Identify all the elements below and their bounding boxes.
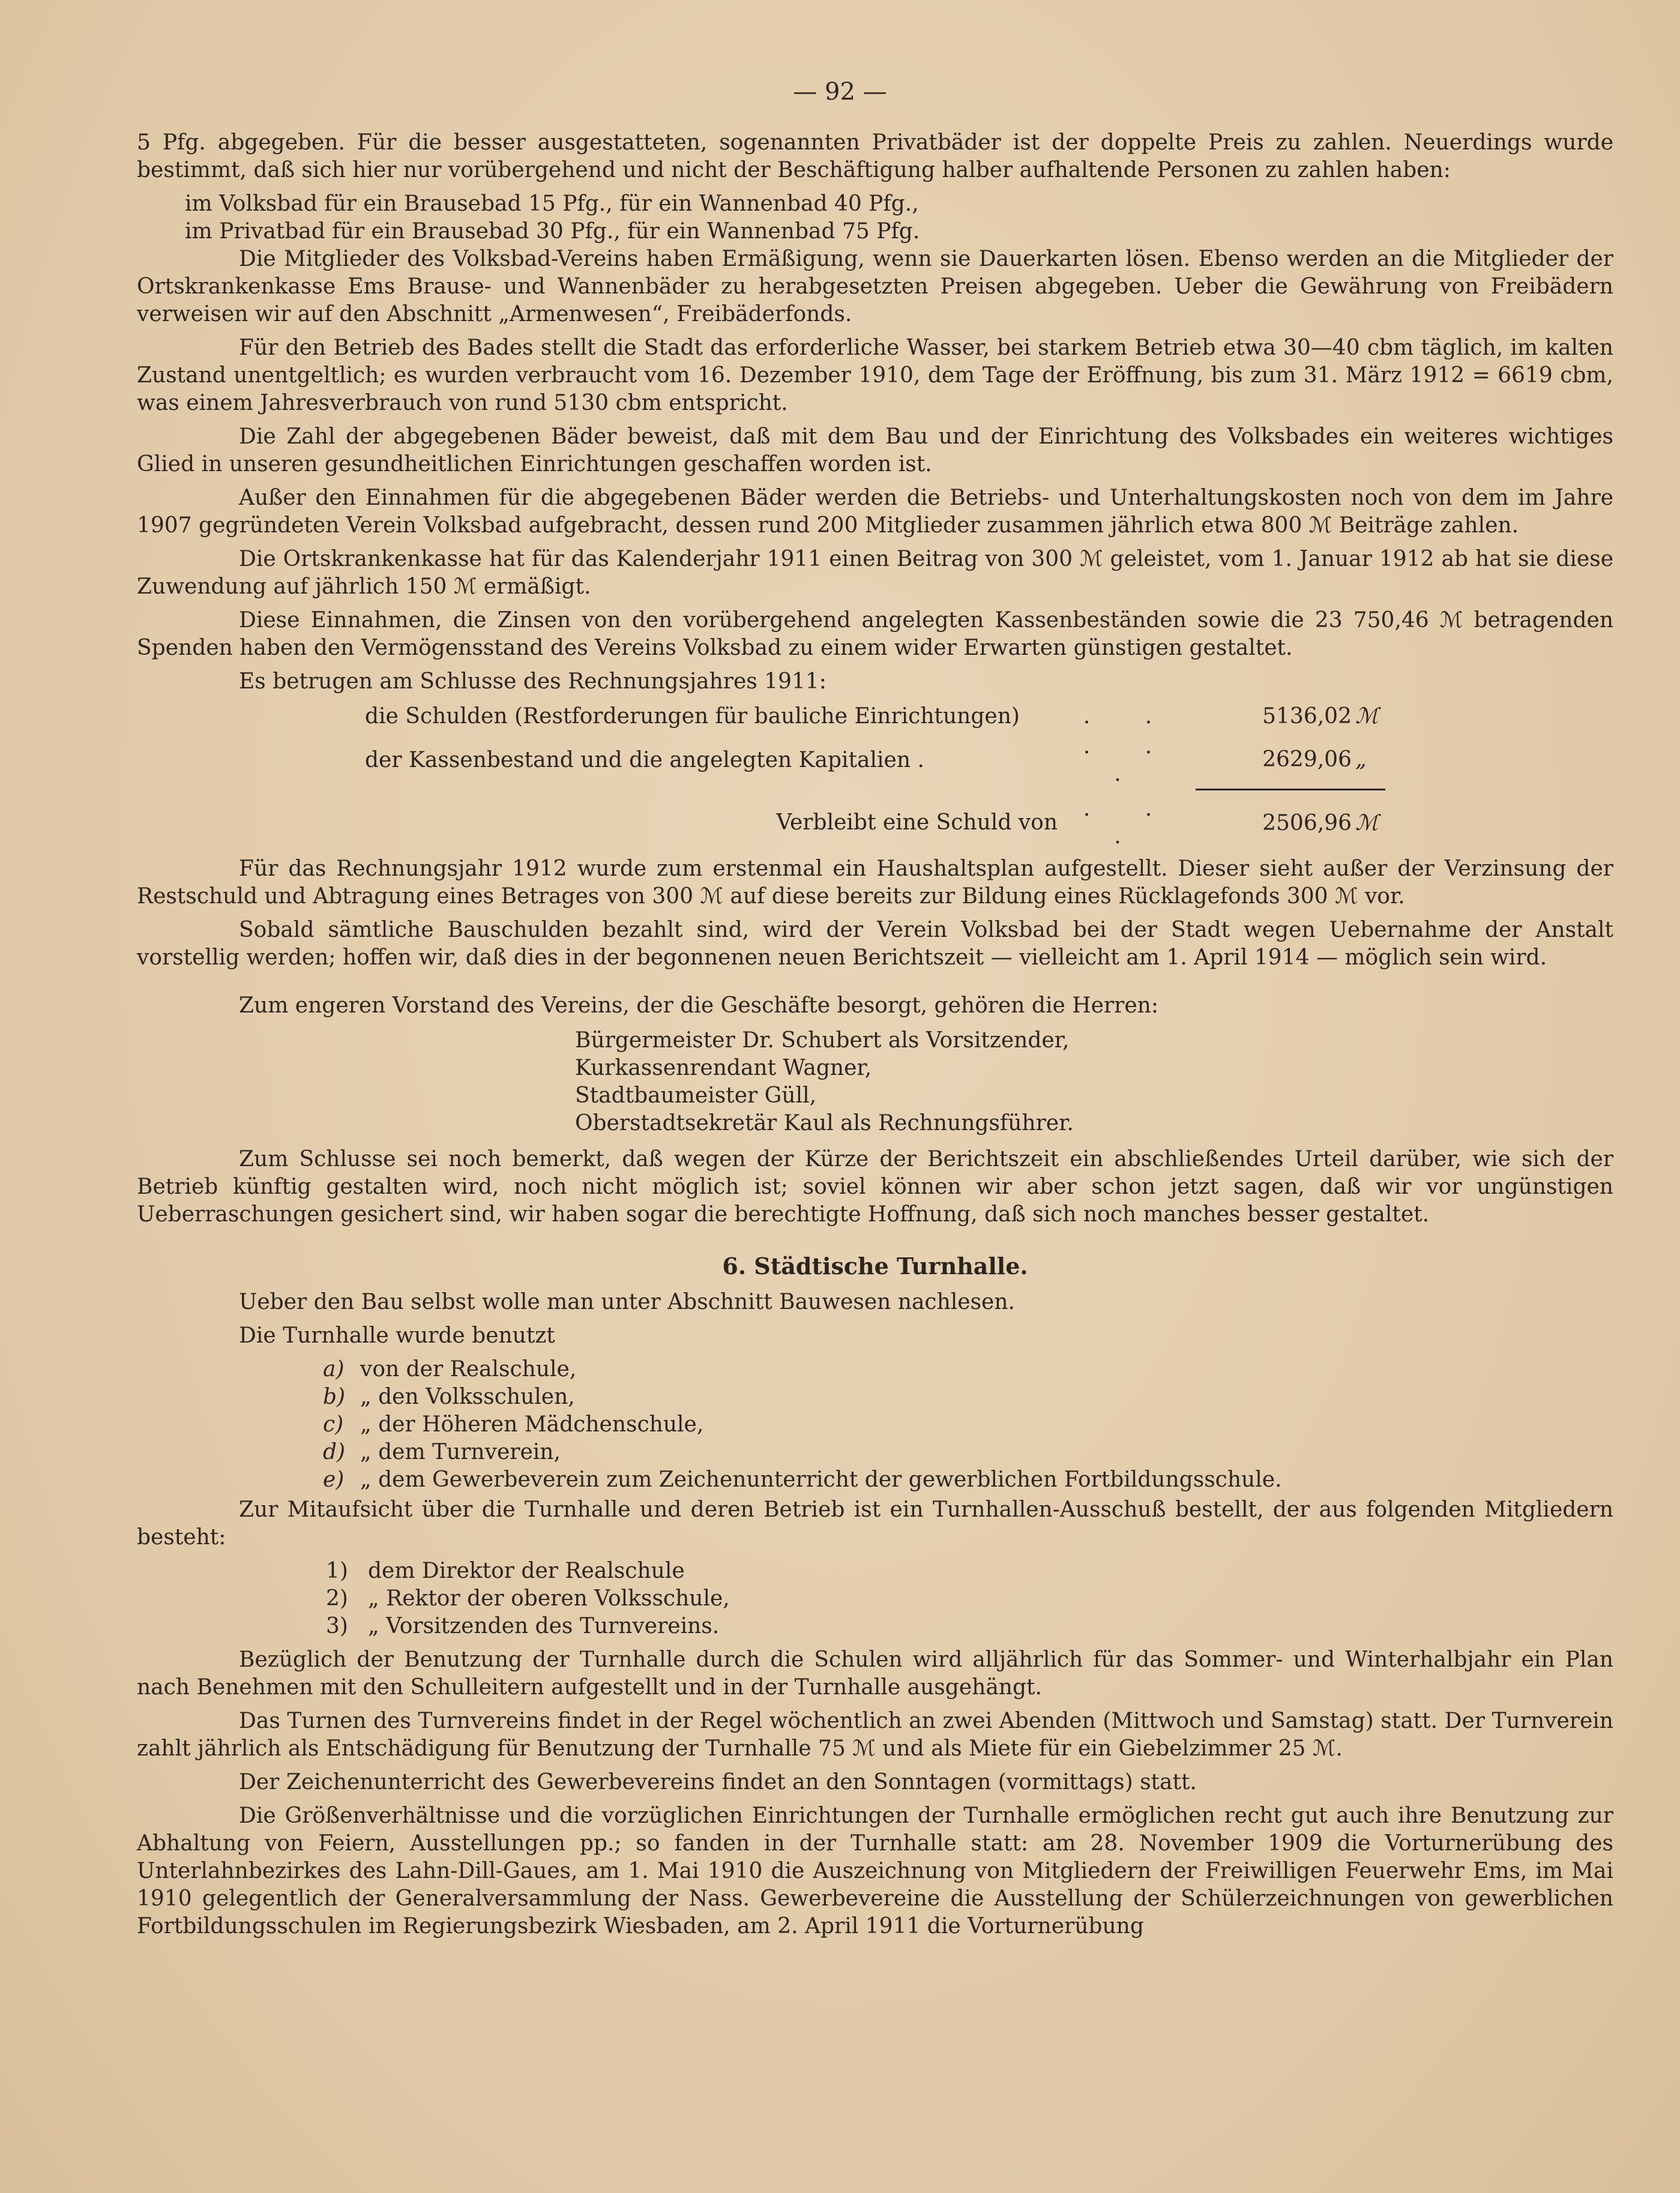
finance-unit: „ [1355, 747, 1367, 772]
board-member: Bürgermeister Dr. Schubert als Vorsitzender, [575, 1028, 1070, 1053]
list-item [323, 1466, 1613, 1494]
finance-total-row [365, 789, 1385, 852]
list-text: „ Rektor der oberen Volksschule, [368, 1586, 730, 1611]
finance-row [365, 702, 1385, 732]
finance-label: die Schulden (Restforderungen für bauliche Einrichtungen) [365, 704, 1020, 729]
price-line: im Privatbad für ein Brausebad 30 Pfg., für ein Wannenbad 75 Pfg. [185, 219, 920, 244]
paragraph: Die Mitglieder des Volksbad-Vereins haben Ermäßigung, wenn sie Dauerkarten lösen. Ebenso werden an die Mitglieder der Ortskrankenkasse Ems Brause- und Wannenbäder zu herabgesetzten Preisen abgegeben. Ueber die Gewährung von Freibädern verweisen wir auf den Abschnitt „Armenwesen“, Freibäderfonds. [137, 247, 1613, 326]
list-item [326, 1557, 1613, 1585]
paragraph: Für das Rechnungsjahr 1912 wurde zum erstenmal ein Haushaltsplan aufgestellt. Dieser sieht außer der Verzinsung der Restschuld und Abtragung eines Betrages von 300 ℳ auf diese bereits zur Bildung eines Rücklagefonds 300 ℳ vor. [137, 856, 1613, 909]
list-text: „ den Volksschulen, [360, 1385, 575, 1409]
paragraph: Ueber den Bau selbst wolle man unter Abschnitt Bauwesen nachlesen. [239, 1290, 1015, 1314]
board-member: Stadtbaumeister Güll, [575, 1083, 817, 1108]
board-list [575, 1027, 1613, 1137]
list-item [323, 1411, 1613, 1439]
paragraph: Diese Einnahmen, die Zinsen von den vorübergehend angelegten Kassenbeständen sowie die 23 750,46 ℳ betragenden Spenden haben den Vermögensstand des Vereins Volksbad zu einem wider Erwarten günstigen gestaltet. [137, 608, 1613, 660]
list-text: „ der Höheren Mädchenschule, [360, 1412, 704, 1437]
paragraph: Die Größenverhältnisse und die vorzüglichen Einrichtungen der Turnhalle ermöglichen recht gut auch ihre Benutzung zur Abhaltung von Feiern, Ausstellungen pp.; so fanden in der Turnhalle statt: am 28. November 1909 die Vorturnerübung des Unterlahnbezirkes des Lahn-Dill-Gaues, am 1. Mai 1910 die Auszeichnung von Mitgliedern der Freiwilligen Feuerwehr Ems, im Mai 1910 gelegentlich der Generalversammlung der Nass. Gewerbevereine die Ausstellung der Schülerzeichnungen von gewerblichen Fortbildungsschulen im Regierungsbezirk Wiesbaden, am 2. April 1911 die Vorturnerübung [137, 1803, 1613, 1939]
committee-list [326, 1557, 1613, 1640]
paragraph: Die Zahl der abgegebenen Bäder beweist, daß mit dem Bau und der Einrichtung des Volksbades ein weiteres wichtiges Glied in unseren gesundheitlichen Einrichtungen geschaffen worden ist. [137, 424, 1613, 477]
list-marker: a) [323, 1357, 345, 1382]
paragraph: Für den Betrieb des Bades stellt die Stadt das erforderliche Wasser, bei starkem Betrieb etwa 30—40 cbm täglich, im kalten Zustand unentgeltlich; es wurden verbraucht vom 16. Dezember 1910, dem Tage der Eröffnung, bis zum 31. März 1912 = 6619 cbm, was einem Jahresverbrauch von rund 5130 cbm entspricht. [137, 335, 1613, 415]
paragraph: Zum engeren Vorstand des Vereins, der die Geschäfte besorgt, gehören die Herren: [239, 993, 1158, 1018]
users-list [323, 1356, 1613, 1494]
finance-dots: . . [1083, 704, 1176, 729]
paragraph: Der Zeichenunterricht des Gewerbevereins findet an den Sonntagen (vormittags) statt. [239, 1770, 1197, 1794]
board-member: Kurkassenrendant Wagner, [575, 1056, 872, 1080]
list-item [326, 1613, 1613, 1640]
finance-label: der Kassenbestand und die angelegten Kapitalien . [365, 748, 924, 772]
paragraph: Bezüglich der Benutzung der Turnhalle durch die Schulen wird alljährlich für das Sommer- und Winterhalbjahr ein Plan nach Benehmen mit den Schulleitern aufgestellt und in der Turnhalle ausgehängt. [137, 1647, 1613, 1700]
list-marker: e) [323, 1467, 345, 1492]
list-text: „ dem Gewerbeverein zum Zeichenunterricht der gewerblichen Fortbildungsschule. [360, 1467, 1282, 1492]
list-item [323, 1356, 1613, 1383]
finance-dots: . . . [1083, 796, 1176, 849]
page-number: — 92 — [793, 78, 887, 106]
list-marker: 3) [326, 1614, 348, 1638]
paragraph: Außer den Einnahmen für die abgegebenen Bäder werden die Betriebs- und Unterhaltungskosten noch von dem im Jahre 1907 gegründeten Verein Volksbad aufgebracht, dessen rund 200 Mitglieder zusammen jährlich etwa 800 ℳ Beiträge zahlen. [137, 486, 1613, 538]
list-item [323, 1383, 1613, 1411]
list-marker: b) [323, 1385, 346, 1409]
finance-unit: ℳ [1352, 789, 1385, 852]
paragraph: Zum Schlusse sei noch bemerkt, daß wegen der Kürze der Berichtszeit ein abschließendes Urteil darüber, wie sich der Betrieb künftig gestalten wird, noch nicht möglich ist; soviel können wir aber schon jetzt sagen, daß wir vor ungünstigen Ueberraschungen gesichert sind, wir haben sogar die berechtigte Hoffnung, daß sich noch manches besser gestaltet. [137, 1147, 1613, 1227]
list-marker: c) [323, 1412, 344, 1437]
section-title: 6. Städtische Turnhalle. [722, 1253, 1028, 1280]
paragraph: 5 Pfg. abgegeben. Für die besser ausgestatteten, sogenannten Privatbäder ist der doppelte Preis zu zahlen. Neuerdings wurde bestimmt, daß sich hier nur vorübergehend und nicht der Beschäftigung halber aufhaltende Personen zu zahlen haben: [137, 130, 1613, 182]
list-marker: d) [323, 1440, 346, 1464]
finance-row [365, 732, 1385, 789]
list-text: „ Vorsitzenden des Turnvereins. [368, 1614, 720, 1638]
text-body [137, 129, 1613, 1946]
list-item [326, 1585, 1613, 1613]
list-marker: 2) [326, 1586, 348, 1611]
finance-label: Verbleibt eine Schuld von [776, 810, 1058, 835]
paragraph: Die Turnhalle wurde benutzt [239, 1323, 555, 1348]
finance-dots: . . . [1083, 734, 1176, 786]
board-member: Oberstadtsekretär Kaul als Rechnungsführer. [575, 1111, 1074, 1136]
spacer [137, 978, 1613, 992]
paragraph: Es betrugen am Schlusse des Rechnungsjahres 1911: [239, 669, 826, 694]
finance-amount: 2506,96 [1196, 789, 1352, 852]
paragraph: Die Ortskrankenkasse hat für das Kalenderjahr 1911 einen Beitrag von 300 ℳ geleistet, vom 1. Januar 1912 ab hat sie diese Zuwendung auf jährlich 150 ℳ ermäßigt. [137, 547, 1613, 599]
list-text: dem Direktor der Realschule [368, 1559, 685, 1583]
paragraph: Das Turnen des Turnvereins findet in der Regel wöchentlich an zwei Abenden (Mittwoch und Samstag) statt. Der Turnverein zahlt jährlich als Entschädigung für Benutzung der Turnhalle 75 ℳ und als Miete für ein Giebelzimmer 25 ℳ. [137, 1709, 1613, 1761]
finance-table [365, 702, 1385, 852]
finance-amount: 5136,02 [1262, 704, 1352, 729]
finance-unit: ℳ [1355, 704, 1379, 729]
finance-amount: 2629,06 [1262, 747, 1352, 772]
paragraph: Sobald sämtliche Bauschulden bezahlt sind, wird der Verein Volksbad bei der Stadt wegen Uebernahme der Anstalt vorstellig werden; hoffen wir, daß dies in der begonnenen neuen Berichtszeit — vielleicht am 1. April 1914 — möglich sein wird. [137, 918, 1613, 970]
list-item [323, 1439, 1613, 1466]
list-marker: 1) [326, 1559, 348, 1583]
list-text: von der Realschule, [360, 1357, 577, 1382]
paragraph: Zur Mitaufsicht über die Turnhalle und deren Betrieb ist ein Turnhallen-Ausschuß bestellt, der aus folgenden Mitgliedern besteht: [137, 1497, 1613, 1550]
price-line: im Volksbad für ein Brausebad 15 Pfg., für ein Wannenbad 40 Pfg., [185, 191, 919, 216]
list-text: „ dem Turnverein, [360, 1440, 561, 1464]
